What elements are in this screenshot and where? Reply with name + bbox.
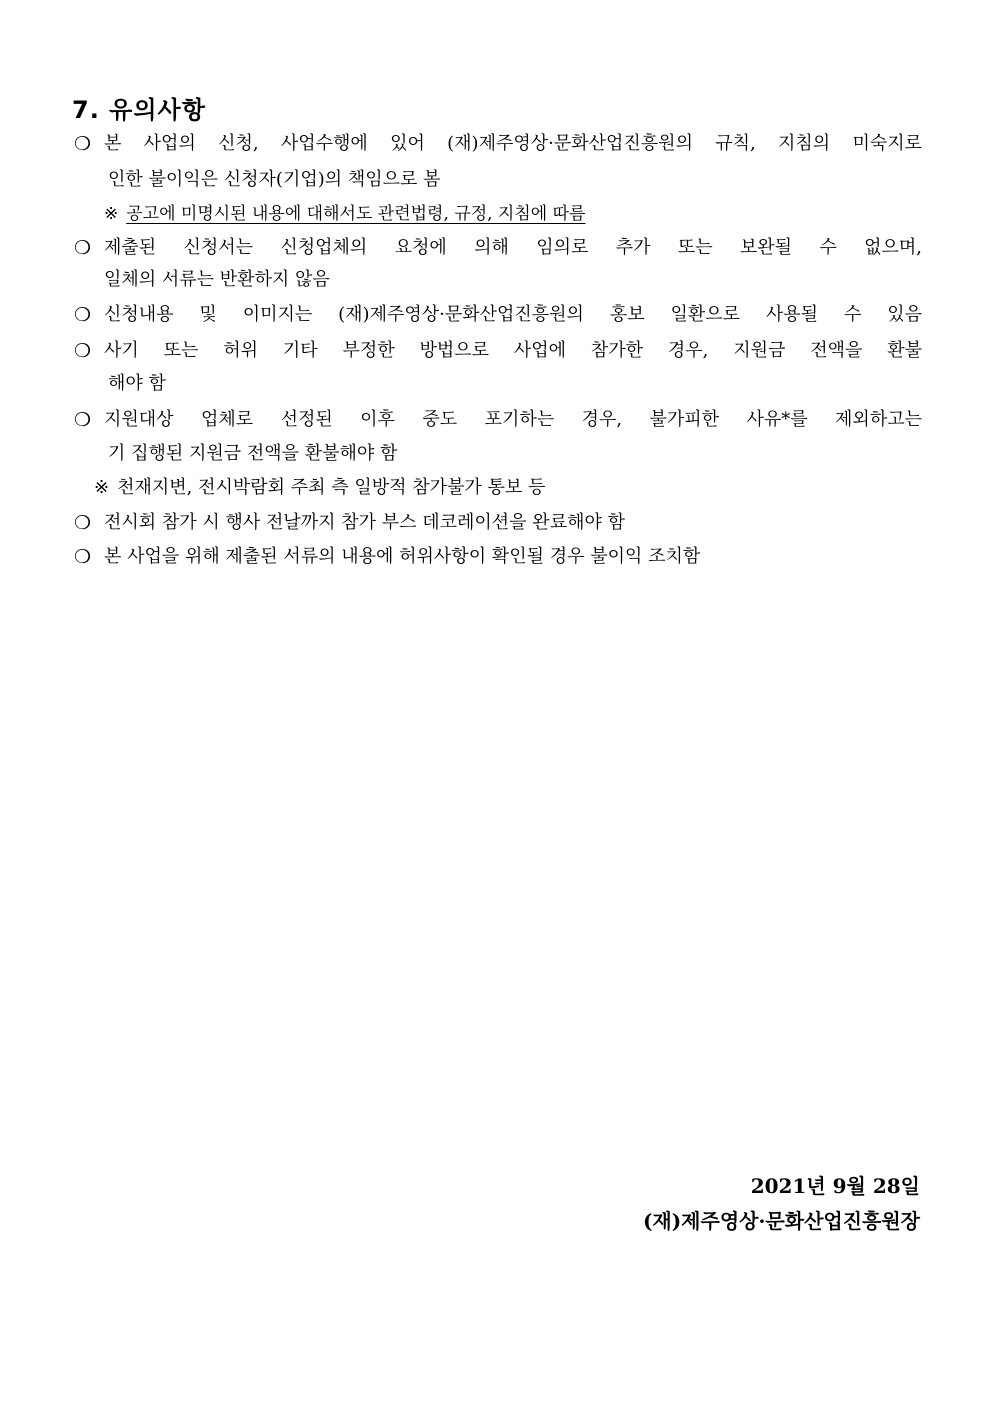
item-1-line-1: 본 사업의 신청, 사업수행에 있어 (재)제주영상·문화산업진흥원의 규칙, 지침의 미숙지로 (104, 133, 922, 154)
bullet-icon: ❍ (74, 304, 92, 326)
bullet-icon: ❍ (74, 512, 92, 534)
item-5-note-text: 천재지변, 전시박람회 주최 측 일방적 참가불가 통보 등 (117, 477, 546, 498)
item-2-line-2: 일체의 서류는 반환하지 않음 (104, 269, 330, 290)
item-7-line-1: 본 사업을 위해 제출된 서류의 내용에 허위사항이 확인될 경우 불이익 조치함 (104, 546, 701, 567)
bullet-icon: ❍ (74, 340, 92, 362)
bullet-icon: ❍ (74, 237, 92, 259)
section-title: 7. 유의사항 (72, 96, 206, 124)
bullet-icon: ❍ (74, 133, 92, 155)
bullet-icon: ❍ (74, 409, 92, 431)
item-5-line-2: 기 집행된 지원금 전액을 환불해야 함 (108, 443, 398, 464)
item-3-line-1: 신청내용 및 이미지는 (재)제주영상·문화산업진흥원의 홍보 일환으로 사용될 수 있음 (104, 304, 922, 325)
bullet-icon: ❍ (74, 546, 92, 568)
note-mark: ※ (104, 204, 119, 224)
item-4-line-1: 사기 또는 허위 기타 부정한 방법으로 사업에 참가한 경우, 지원금 전액을 환불 (104, 340, 922, 361)
note-mark: ※ (94, 477, 110, 498)
item-5-note (94, 476, 545, 500)
issuing-organization: (재)제주영상·문화산업진흥원장 (642, 1209, 920, 1233)
item-5-line-1: 지원대상 업체로 선정된 이후 중도 포기하는 경우, 불가피한 사유*를 제외하고는 (104, 409, 922, 430)
item-6-line-1: 전시회 참가 시 행사 전날까지 참가 부스 데코레이션을 완료해야 함 (104, 512, 625, 533)
item-1-note-text: 공고에 미명시된 내용에 대해서도 관련법령, 규정, 지침에 따름 (126, 204, 586, 224)
item-1-line-2: 인한 불이익은 신청자(기업)의 책임으로 봄 (108, 169, 441, 190)
item-2-line-1: 제출된 신청서는 신청업체의 요청에 의해 임의로 추가 또는 보완될 수 없으며, (104, 237, 922, 258)
item-1-note (104, 202, 585, 226)
item-4-line-2: 해야 함 (108, 373, 166, 394)
document-date: 2021년 9월 28일 (750, 1174, 920, 1198)
